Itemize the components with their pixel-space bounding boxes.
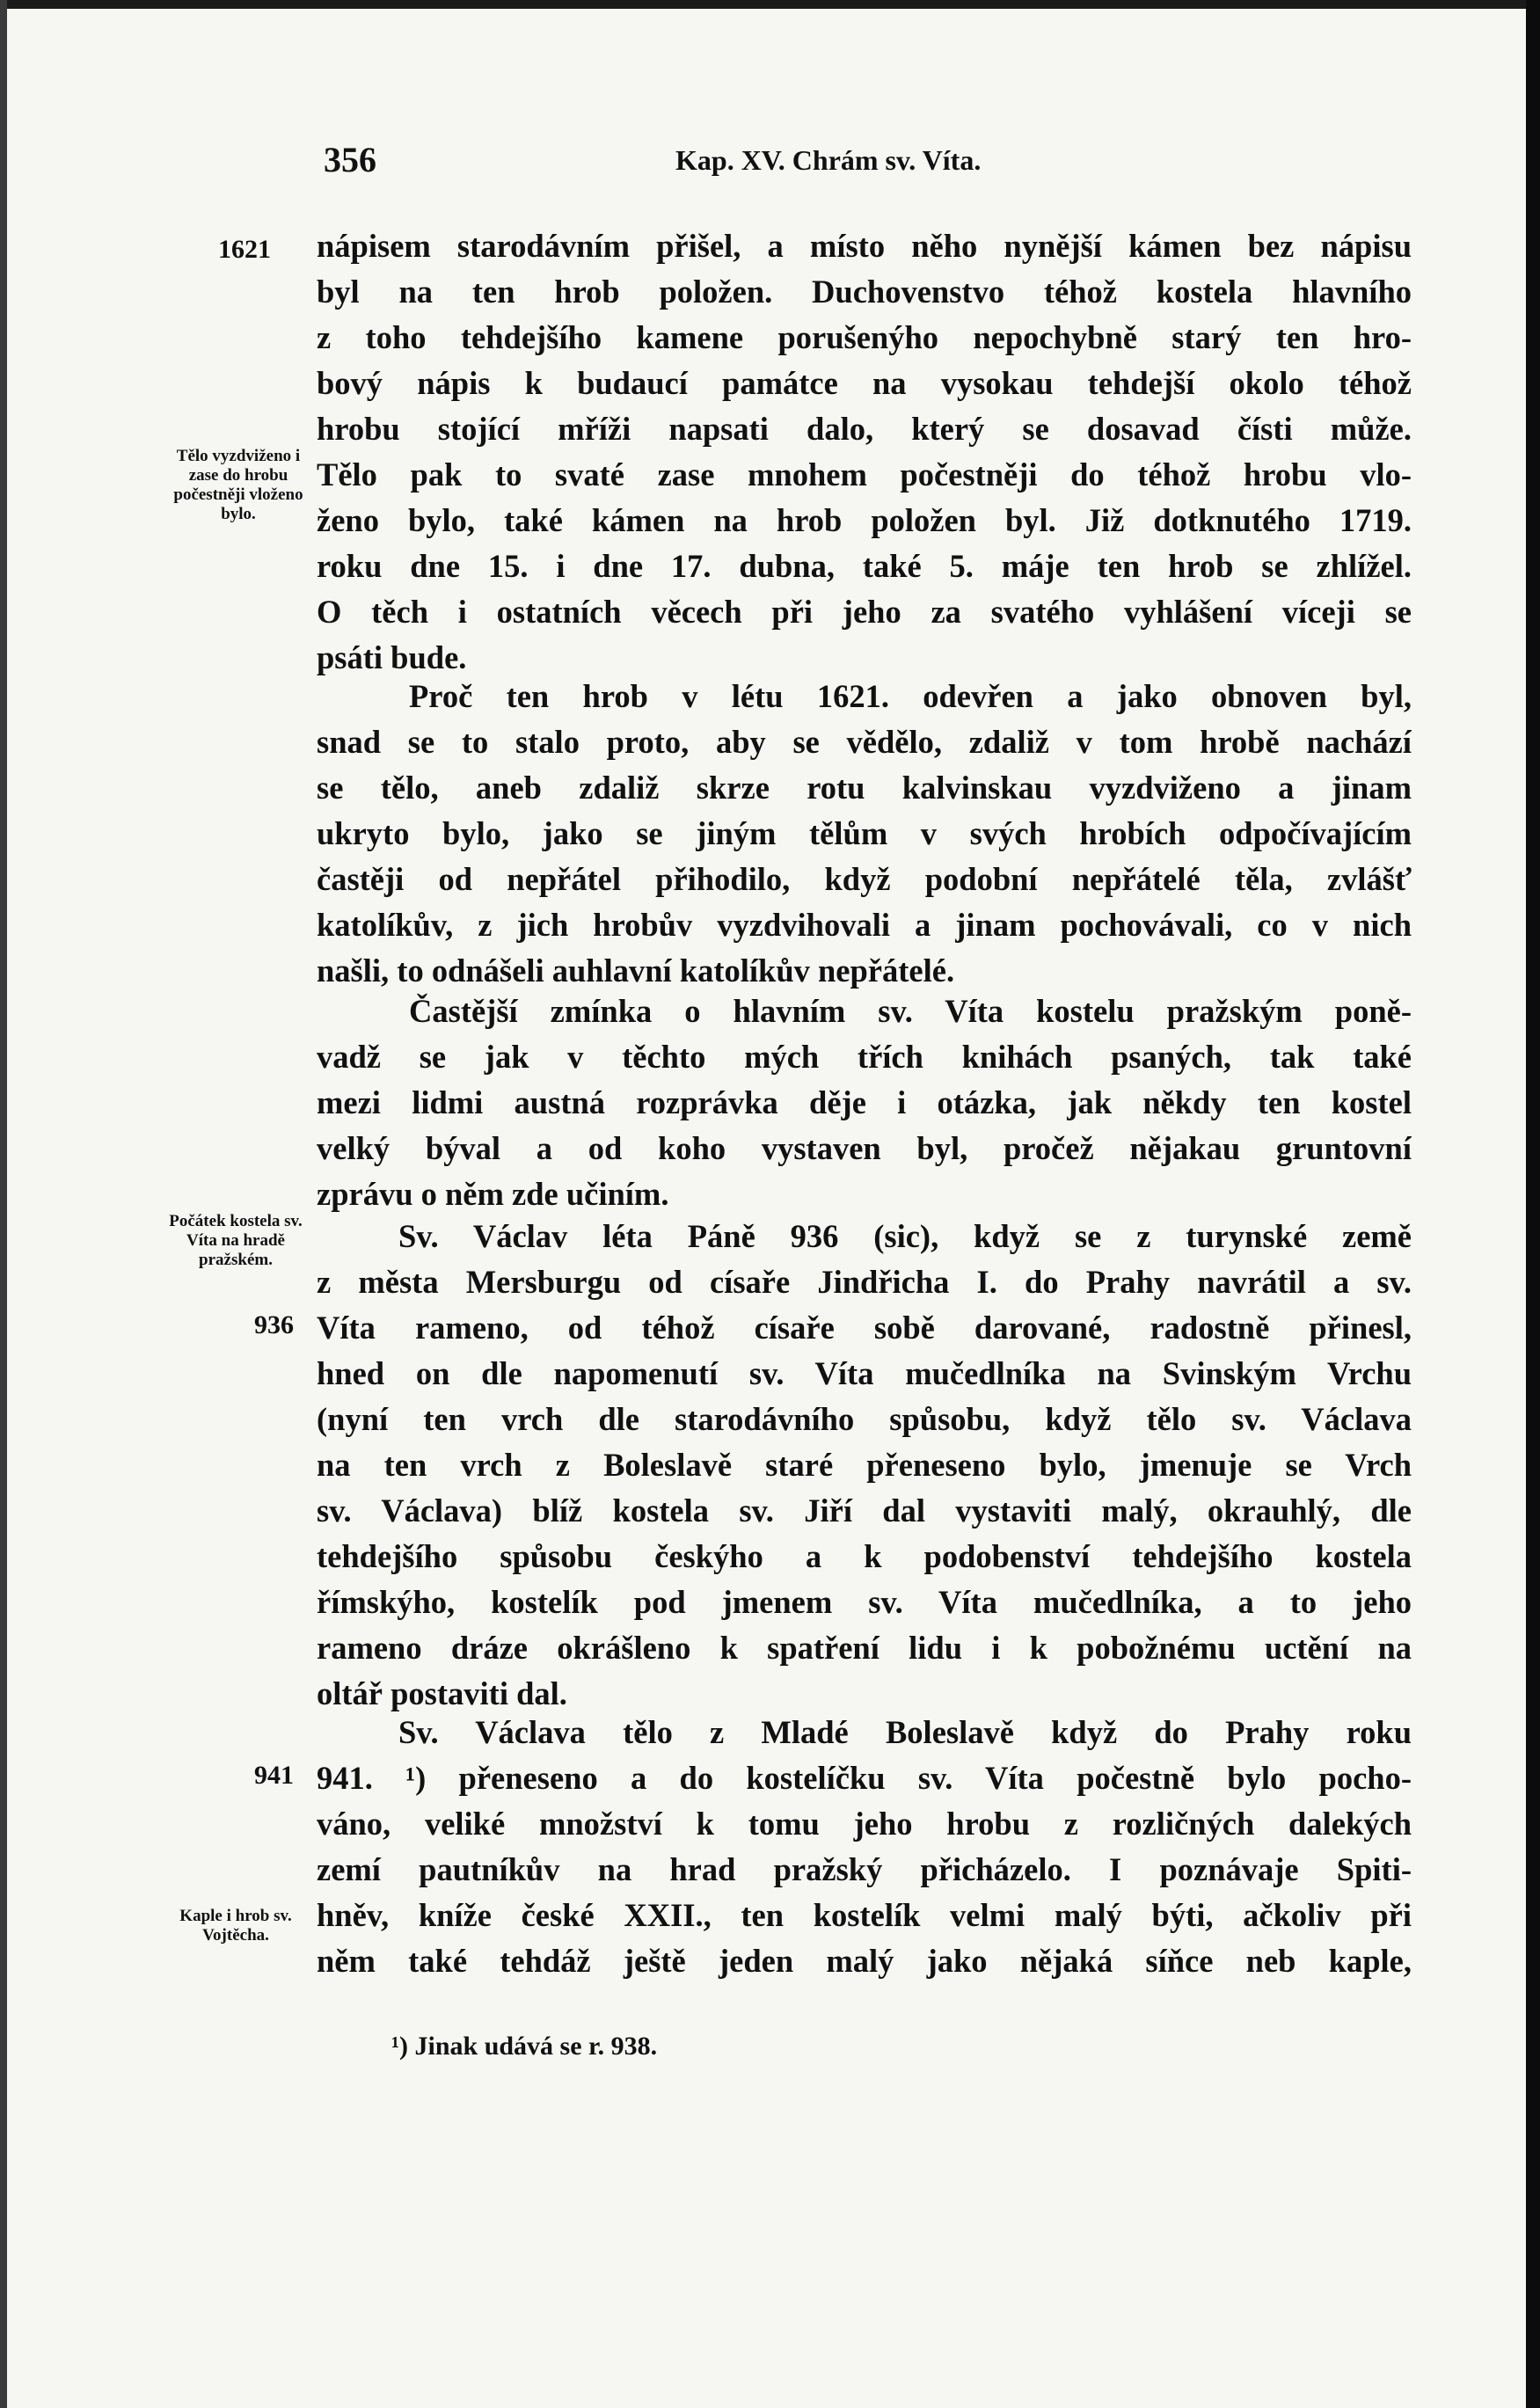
side-note-body-raised: Tělo vyzdviženo i zase do hrobu počestněji vloženo bylo. [173, 447, 303, 523]
text-line: hned on dle napomenutí sv. Víta mučedlníka na Svinským Vrchu [317, 1355, 1412, 1391]
text-line: Častější zmínka o hlavním sv. Víta kostelu pražským poně- [409, 993, 1412, 1029]
text-line: 941. ¹) přeneseno a do kostelíčku sv. Víta počestně bylo pocho- [317, 1760, 1412, 1796]
text-line: snad se to stalo proto, aby se vědělo, zdaliž v tom hrobě nachází [317, 724, 1412, 760]
text-line: katolíkův, z jich hrobův vyzdvihovali a jinam pochovávali, co v nich [317, 907, 1412, 943]
running-head [324, 139, 1423, 183]
text-line: ukryto bylo, jako se jiným tělům v svých hrobích odpočívajícím [317, 815, 1412, 851]
text-line: našli, to odnášeli auhlavní katolíkův nepřátelé. [317, 952, 955, 989]
text-line: Proč ten hrob v létu 1621. odevřen a jako obnoven byl, [409, 678, 1412, 714]
text-line: tehdejšího spůsobu českýho a k podobenství tehdejšího kostela [317, 1538, 1412, 1574]
text-line: římskýho, kostelík pod jmenem sv. Víta mučedlníka, a to jeho [317, 1584, 1412, 1620]
text-line: z města Mersburgu od císaře Jindřicha I. do Prahy navrátil a sv. [317, 1264, 1412, 1300]
scan-top-edge [0, 0, 1540, 9]
margin-year-936: 936 [254, 1310, 294, 1339]
text-line: velký býval a od koho vystaven byl, pročež nějakau gruntovní [317, 1130, 1412, 1166]
text-line: se tělo, aneb zdaliž skrze rotu kalvinskau vyzdviženo a jinam [317, 770, 1412, 806]
text-line: častěji od nepřátel přihodilo, když podobní nepřátelé těla, zvlášť [317, 861, 1412, 897]
text-line: sv. Václava) blíž kostela sv. Jiří dal vystaviti malý, okrauhlý, dle [317, 1492, 1412, 1529]
text-line: Víta rameno, od téhož císaře sobě darované, radostně přinesl, [317, 1310, 1412, 1346]
text-line: byl na ten hrob položen. Duchovenstvo téhož kostela hlavního [317, 274, 1412, 310]
footnote: ¹) Jinak udává se r. 938. [391, 2032, 658, 2061]
text-line: ženo bylo, také kámen na hrob položen byl. Již dotknutého 1719. [317, 502, 1412, 538]
text-line: O těch i ostatních věcech při jeho za svatého vyhlášení víceji se [317, 594, 1412, 630]
side-note-chapel-tomb: Kaple i hrob sv. Vojtěcha. [179, 1907, 292, 1945]
scan-right-edge [1526, 0, 1540, 2408]
text-line: mezi lidmi austná rozprávka děje i otázka, jak někdy ten kostel [317, 1084, 1412, 1120]
page-number: 356 [324, 140, 376, 179]
margin-year-1621: 1621 [218, 235, 271, 264]
text-line: (nyní ten vrch dle starodávního spůsobu, když tělo sv. Václava [317, 1401, 1412, 1437]
text-line: Sv. Václava tělo z Mladé Boleslavě když do Prahy roku [398, 1714, 1412, 1750]
running-title: Kap. XV. Chrám sv. Víta. [675, 144, 982, 176]
text-line: na ten vrch z Boleslavě staré přeneseno bylo, jmenuje se Vrch [317, 1447, 1412, 1483]
margin-year-941: 941 [254, 1761, 294, 1790]
text-line: psáti bude. [317, 639, 467, 675]
text-line: hněv, kníže české XXII., ten kostelík velmi malý býti, ačkoliv při [317, 1897, 1412, 1933]
text-line: hrobu stojící mříži napsati dalo, který se dosavad čísti může. [317, 411, 1412, 447]
text-line: váno, veliké množství k tomu jeho hrobu z rozličných dalekých [317, 1806, 1412, 1842]
text-line: roku dne 15. i dne 17. dubna, také 5. máje ten hrob se zhlížel. [317, 548, 1412, 584]
text-line: vadž se jak v těchto mých třích knihách psaných, tak také [317, 1039, 1412, 1075]
text-line: bový nápis k budaucí památce na vysokau tehdejší okolo téhož [317, 365, 1412, 401]
text-line: zemí pautníkův na hrad pražský přicházelo. I poznávaje Spiti- [317, 1851, 1412, 1887]
text-line: Sv. Václav léta Páně 936 (sic), když se z turynské země [398, 1218, 1412, 1254]
text-line: zprávu o něm zde učiním. [317, 1176, 669, 1212]
text-line: Tělo pak to svaté zase mnohem počestněji do téhož hrobu vlo- [317, 456, 1412, 493]
scan-left-edge [0, 0, 7, 2408]
text-line: oltář postaviti dal. [317, 1675, 567, 1711]
text-line: rameno dráze okrášleno k spatření lidu i k pobožnému uctění na [317, 1630, 1412, 1666]
text-line: něm také tehdáž ještě jeden malý jako nějaká síňce neb kaple, [317, 1943, 1412, 1979]
text-line: z toho tehdejšího kamene porušenýho nepochybně starý ten hro- [317, 319, 1412, 355]
side-note-origin-of-church: Počátek kostela sv. Víta na hradě pražském. [169, 1212, 303, 1269]
text-line: nápisem starodávním přišel, a místo něho nynější kámen bez nápisu [317, 228, 1412, 264]
